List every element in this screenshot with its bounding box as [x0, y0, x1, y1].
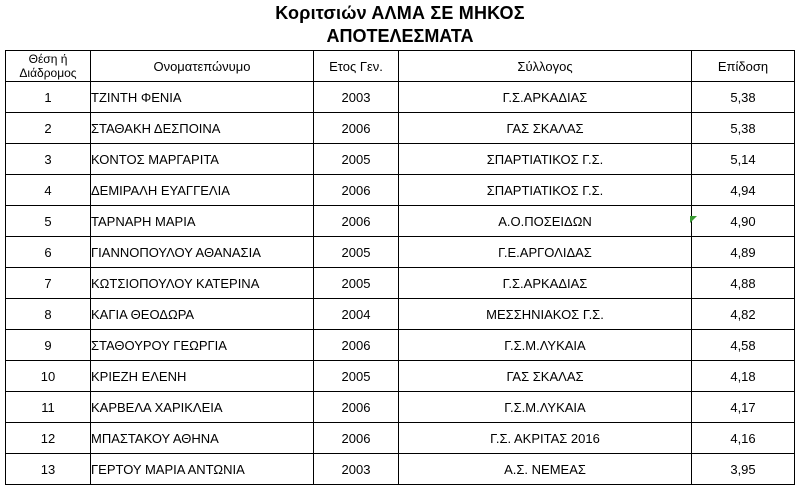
cell-performance: 4,89	[692, 237, 795, 268]
cell-position: 3	[6, 144, 91, 175]
cell-performance: 4,17	[692, 392, 795, 423]
cell-year: 2006	[314, 423, 399, 454]
cell-name: ΤΖΙΝΤΗ ΦΕΝΙΑ	[91, 82, 314, 113]
cell-performance: 5,14	[692, 144, 795, 175]
cell-name: ΣΤΑΘΟΥΡΟΥ ΓΕΩΡΓΙΑ	[91, 330, 314, 361]
cell-performance: 4,18	[692, 361, 795, 392]
cell-name: ΜΠΑΣΤΑΚΟΥ ΑΘΗΝΑ	[91, 423, 314, 454]
table-row	[6, 268, 795, 299]
cell-performance: 3,95	[692, 454, 795, 485]
table-row	[6, 113, 795, 144]
title-block	[0, 0, 800, 50]
table-row	[6, 144, 795, 175]
cell-name: ΚΩΤΣΙΟΠΟΥΛΟΥ ΚΑΤΕΡΙΝΑ	[91, 268, 314, 299]
cell-position: 7	[6, 268, 91, 299]
page-subtitle: ΑΠΟΤΕΛΕΣΜΑΤΑ	[326, 26, 474, 46]
cell-performance: 4,16	[692, 423, 795, 454]
cell-year: 2005	[314, 144, 399, 175]
cell-year: 2006	[314, 175, 399, 206]
cell-club: Γ.Σ.Μ.ΛΥΚΑΙΑ	[399, 330, 692, 361]
cell-club: Γ.Ε.ΑΡΓΟΛΙΔΑΣ	[399, 237, 692, 268]
column-header-position	[6, 51, 91, 82]
table-row	[6, 392, 795, 423]
cell-name: ΚΟΝΤΟΣ ΜΑΡΓΑΡΙΤΑ	[91, 144, 314, 175]
cell-performance: 5,38	[692, 113, 795, 144]
cell-year: 2005	[314, 237, 399, 268]
cell-club: ΜΕΣΣΗΝΙΑΚΟΣ Γ.Σ.	[399, 299, 692, 330]
column-header-year: Ετος Γεν.	[314, 51, 399, 82]
cell-position: 1	[6, 82, 91, 113]
table-row	[6, 175, 795, 206]
cell-club: Α.Ο.ΠΟΣΕΙΔΩΝ	[399, 206, 692, 237]
cell-performance: 4,94	[692, 175, 795, 206]
cell-year: 2006	[314, 330, 399, 361]
cell-name: ΚΑΡΒΕΛΑ ΧΑΡΙΚΛΕΙΑ	[91, 392, 314, 423]
cell-performance: 5,38	[692, 82, 795, 113]
column-header-performance: Επίδοση	[692, 51, 795, 82]
cell-performance: 4,82	[692, 299, 795, 330]
column-header-position-line2: Διάδρομος	[19, 66, 77, 80]
green-comment-marker	[690, 216, 697, 223]
table-row	[6, 423, 795, 454]
table-row	[6, 330, 795, 361]
table-row	[6, 82, 795, 113]
column-header-club: Σύλλογος	[399, 51, 692, 82]
table-row	[6, 237, 795, 268]
cell-performance: 4,88	[692, 268, 795, 299]
cell-name: ΣΤΑΘΑΚΗ ΔΕΣΠΟΙΝΑ	[91, 113, 314, 144]
cell-club: ΣΠΑΡΤΙΑΤΙΚΟΣ Γ.Σ.	[399, 175, 692, 206]
cell-club: ΣΠΑΡΤΙΑΤΙΚΟΣ Γ.Σ.	[399, 144, 692, 175]
page-title: Κοριτσιών ΑΛΜΑ ΣΕ ΜΗΚΟΣ	[275, 3, 525, 23]
cell-position: 12	[6, 423, 91, 454]
cell-position: 4	[6, 175, 91, 206]
cell-year: 2005	[314, 361, 399, 392]
cell-year: 2004	[314, 299, 399, 330]
cell-club: ΓΑΣ ΣΚΑΛΑΣ	[399, 113, 692, 144]
cell-name: ΓΕΡΤΟΥ ΜΑΡΙΑ ΑΝΤΩΝΙΑ	[91, 454, 314, 485]
cell-name: ΚΑΓΙΑ ΘΕΟΔΩΡΑ	[91, 299, 314, 330]
cell-year: 2003	[314, 82, 399, 113]
cell-year: 2006	[314, 113, 399, 144]
cell-club: Γ.Σ.Μ.ΛΥΚΑΙΑ	[399, 392, 692, 423]
results-table	[5, 50, 795, 485]
table-row	[6, 454, 795, 485]
cell-year: 2005	[314, 268, 399, 299]
table-row	[6, 361, 795, 392]
cell-club: ΓΑΣ ΣΚΑΛΑΣ	[399, 361, 692, 392]
table-row	[6, 206, 795, 237]
cell-position: 10	[6, 361, 91, 392]
cell-year: 2006	[314, 392, 399, 423]
cell-name: ΚΡΙΕΖΗ ΕΛΕΝΗ	[91, 361, 314, 392]
cell-position: 11	[6, 392, 91, 423]
cell-position: 6	[6, 237, 91, 268]
cell-position: 13	[6, 454, 91, 485]
cell-name: ΓΙΑΝΝΟΠΟΥΛΟΥ ΑΘΑΝΑΣΙΑ	[91, 237, 314, 268]
cell-name: ΔΕΜΙΡΑΛΗ ΕΥΑΓΓΕΛΙΑ	[91, 175, 314, 206]
table-row	[6, 299, 795, 330]
cell-performance: 4,58	[692, 330, 795, 361]
table-header	[6, 51, 795, 82]
cell-year: 2006	[314, 206, 399, 237]
cell-position: 9	[6, 330, 91, 361]
cell-name: ΤΑΡΝΑΡΗ ΜΑΡΙΑ	[91, 206, 314, 237]
cell-club: Γ.Σ.ΑΡΚΑΔΙΑΣ	[399, 82, 692, 113]
cell-performance: 4,90	[692, 206, 795, 237]
column-header-position-line1: Θέση ή	[28, 52, 68, 66]
table-body	[6, 82, 795, 485]
table-header-row	[6, 51, 795, 82]
cell-club: Α.Σ. ΝΕΜΕΑΣ	[399, 454, 692, 485]
cell-position: 8	[6, 299, 91, 330]
cell-club: Γ.Σ. ΑΚΡΙΤΑΣ 2016	[399, 423, 692, 454]
column-header-name: Ονοματεπώνυμο	[91, 51, 314, 82]
cell-club: Γ.Σ.ΑΡΚΑΔΙΑΣ	[399, 268, 692, 299]
cell-position: 2	[6, 113, 91, 144]
cell-year: 2003	[314, 454, 399, 485]
cell-position: 5	[6, 206, 91, 237]
